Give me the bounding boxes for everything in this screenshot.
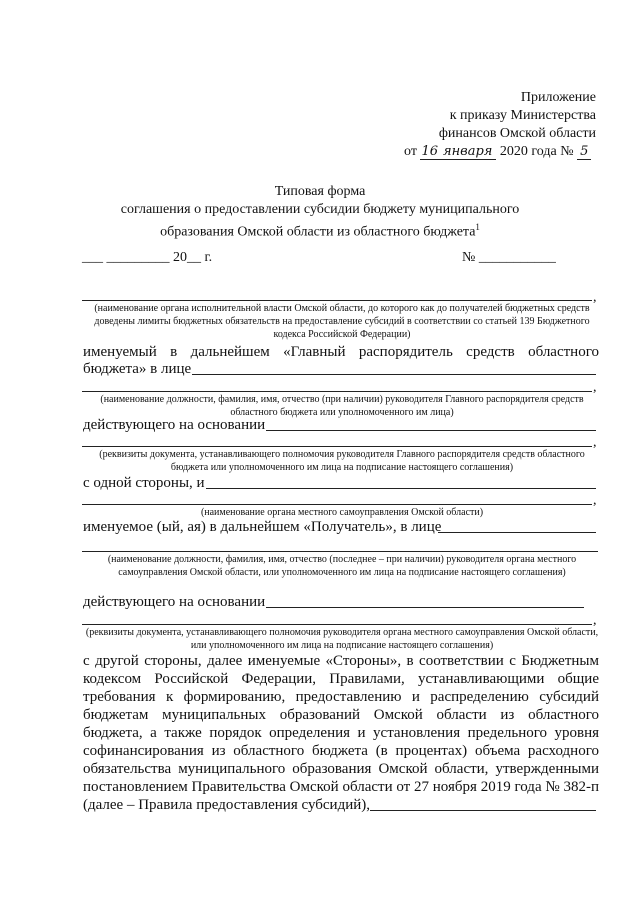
form-subtitle-line1: соглашения о предоставлении субсидии бюджету муниципального xyxy=(120,202,520,217)
in-person-line xyxy=(192,374,596,375)
form-subtitle-line2: образования Омской области из областного бюджета$^1$ xyxy=(160,222,480,240)
head-official-line xyxy=(82,391,592,392)
in-person-label: бюджета» в лице xyxy=(83,361,192,377)
head-document-caption: (реквизиты документа, устанавливающего полномочия руководителя Главного распорядителя средств областного бюджета или уполномоченного им лица на подписание настоящего соглашения) xyxy=(99,449,585,473)
local-official-line xyxy=(82,551,598,552)
comma: , xyxy=(593,380,597,395)
paragraph-line: бюджетам муниципальных образований Омской области из областного xyxy=(83,707,599,723)
acting-basis-label: действующего на основании xyxy=(83,417,266,433)
agreement-date-blank: ___ _________ 20__ г. xyxy=(82,250,213,265)
local-document-caption: (реквизиты документа, устанавливающего полномочия руководителя органа местного самоуправления Омской области, или уполномоченного им лица на подписание настоящего соглашения) xyxy=(85,627,599,651)
paragraph-line: обязательства муниципального образования Омской области, утвержденными xyxy=(83,761,599,777)
named-main-manager-line: именуемый в дальнейшем «Главный распорядитель средств областного xyxy=(83,344,599,360)
form-title: Типовая форма xyxy=(274,184,366,199)
local-organ-caption: (наименование органа местного самоуправления Омской области) xyxy=(200,507,484,518)
paragraph-last-line: (далее – Правила предоставления субсидий), xyxy=(83,797,370,813)
comma: , xyxy=(593,613,597,628)
order-number: 5 xyxy=(577,144,591,160)
footnote-mark: 1 xyxy=(475,222,480,232)
one-side-label: с одной стороны, и xyxy=(83,475,205,491)
date-day: 16 xyxy=(421,144,438,159)
ministry-name: финансов Омской области xyxy=(438,126,596,141)
comma: , xyxy=(593,493,597,508)
paragraph-line: постановлением Правительства Омской области от 27 ноября 2019 года № 382-п xyxy=(83,779,599,795)
named-recipient-line xyxy=(438,532,596,533)
order-date-line xyxy=(404,144,591,160)
rules-name-line xyxy=(370,810,596,811)
acting-basis-line-2 xyxy=(266,607,584,608)
paragraph-line: кодексом Российской Федерации, Правилами, устанавливающими общие xyxy=(83,671,599,687)
comma: , xyxy=(593,290,597,305)
head-document-line xyxy=(82,446,592,447)
paragraph-line: с другой стороны, далее именуемые «Стороны», в соответствии с Бюджетным xyxy=(83,653,599,669)
comma: , xyxy=(593,435,597,450)
local-document-line xyxy=(82,624,592,625)
date-prefix: от xyxy=(404,144,417,159)
date-year: 2020 года № xyxy=(499,144,574,159)
paragraph-line: бюджета, а также порядок определения и установления предельного уровня xyxy=(83,725,599,741)
appendix-label: Приложение xyxy=(520,90,596,105)
date-month: января xyxy=(439,144,496,160)
local-official-caption: (наименование должности, фамилия, имя, отчество (последнее – при наличии) руководителя органа местного самоуправления Омской области, или уполномоченного им лица на подписание настоящего соглашения) xyxy=(107,554,577,578)
paragraph-line: требования к формированию, предоставлению и распределению субсидий xyxy=(83,689,599,705)
organ-name-line xyxy=(82,300,592,301)
acting-basis-line xyxy=(266,430,596,431)
agreement-number-blank: № ___________ xyxy=(462,250,556,265)
paragraph-line: софинансирования из областного бюджета (в процентах) объема расходного xyxy=(83,743,599,759)
local-organ-line xyxy=(82,504,592,505)
organ-caption: (наименование органа исполнительной власти Омской области, до которого как до получателей бюджетных средств доведены лимиты бюджетных обязательств на предоставление субсидий в соответствии со статьей 139 Бюджетного кодекса Российской Федерации) xyxy=(94,303,590,340)
acting-basis-label-2: действующего на основании xyxy=(83,594,266,610)
order-reference: к приказу Министерства xyxy=(449,108,596,123)
head-official-caption: (наименование должности, фамилия, имя, отчество (при наличии) руководителя Главного распорядителя средств областного бюджета или уполномоченного им лица) xyxy=(100,394,584,418)
one-side-line xyxy=(206,488,596,489)
named-recipient-label: именуемое (ый, ая) в дальнейшем «Получатель», в лице xyxy=(83,519,442,535)
